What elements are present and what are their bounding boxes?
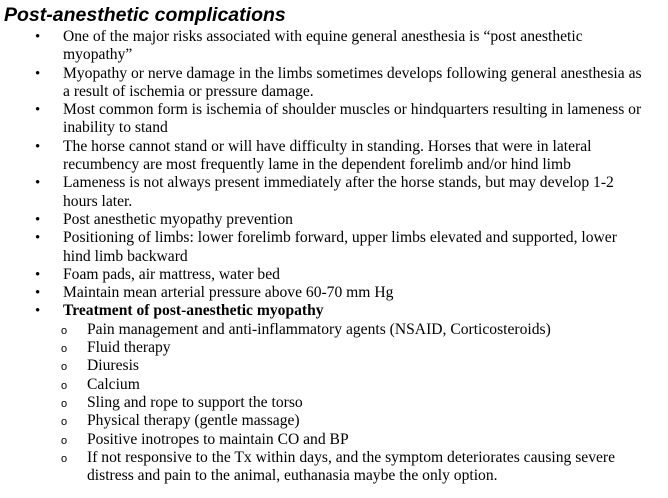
list-item-text: Myopathy or nerve damage in the limbs sometimes develops following general anesthesia as a result of ischemia or pressure damage. bbox=[63, 64, 642, 100]
list-item-text: Foam pads, air mattress, water bed bbox=[63, 265, 280, 283]
list-item-text: Lameness is not always present immediately after the horse stands, but may develop 1-2 hours later. bbox=[63, 174, 614, 210]
sub-list-item-text: Sling and rope to support the torso bbox=[87, 393, 303, 411]
treatment-sublist bbox=[0, 321, 643, 486]
list-item bbox=[0, 138, 643, 175]
list-item bbox=[0, 101, 643, 138]
list-item bbox=[0, 211, 643, 229]
sub-list-item bbox=[0, 357, 643, 375]
sub-list-item bbox=[0, 376, 643, 394]
sub-list-item bbox=[0, 449, 643, 486]
sub-list-item-text: Pain management and anti-inflammatory agents (NSAID, Corticosteroids) bbox=[87, 320, 551, 338]
list-item-text: One of the major risks associated with equine general anesthesia is “post anesthetic myopathy” bbox=[63, 28, 583, 64]
list-item bbox=[0, 284, 643, 302]
bullet-list bbox=[0, 28, 643, 485]
sub-list-item-text: Positive inotropes to maintain CO and BP bbox=[87, 430, 349, 448]
list-item bbox=[0, 174, 643, 211]
sub-list-item-text: Physical therapy (gentle massage) bbox=[87, 412, 300, 430]
list-item bbox=[0, 65, 643, 102]
sub-list-item-text: Fluid therapy bbox=[87, 339, 171, 357]
treatment-list-item bbox=[0, 302, 643, 485]
list-item bbox=[0, 229, 643, 266]
sub-list-item bbox=[0, 339, 643, 357]
treatment-heading: Treatment of post-anesthetic myopathy bbox=[63, 302, 324, 320]
list-item-text: Most common form is ischemia of shoulder muscles or hindquarters resulting in lameness or inability to stand bbox=[63, 101, 642, 137]
list-item-text: The horse cannot stand or will have difficulty in standing. Horses that were in lateral recumbency are most frequently lame in the dependent forelimb and/or hind limb bbox=[63, 137, 592, 174]
sub-list-item bbox=[0, 412, 643, 430]
list-item-text: Maintain mean arterial pressure above 60-70 mm Hg bbox=[63, 284, 394, 302]
list-item-text: Post anesthetic myopathy prevention bbox=[63, 210, 293, 228]
sub-list-item bbox=[0, 394, 643, 412]
section-heading: Post-anesthetic complications bbox=[4, 4, 286, 26]
list-item bbox=[0, 28, 643, 65]
sub-list-item-text: If not responsive to the Tx within days, and the symptom deteriorates causing severe distress and pain to the animal, euthanasia maybe the only option. bbox=[87, 448, 616, 485]
sub-list-item bbox=[0, 321, 643, 339]
sub-list-item-text: Diuresis bbox=[87, 357, 139, 375]
sub-list-item-text: Calcium bbox=[87, 375, 140, 393]
sub-list-item bbox=[0, 431, 643, 449]
list-item bbox=[0, 266, 643, 284]
list-item-text: Positioning of limbs: lower forelimb forward, upper limbs elevated and supported, lower hind limb backward bbox=[63, 229, 617, 265]
